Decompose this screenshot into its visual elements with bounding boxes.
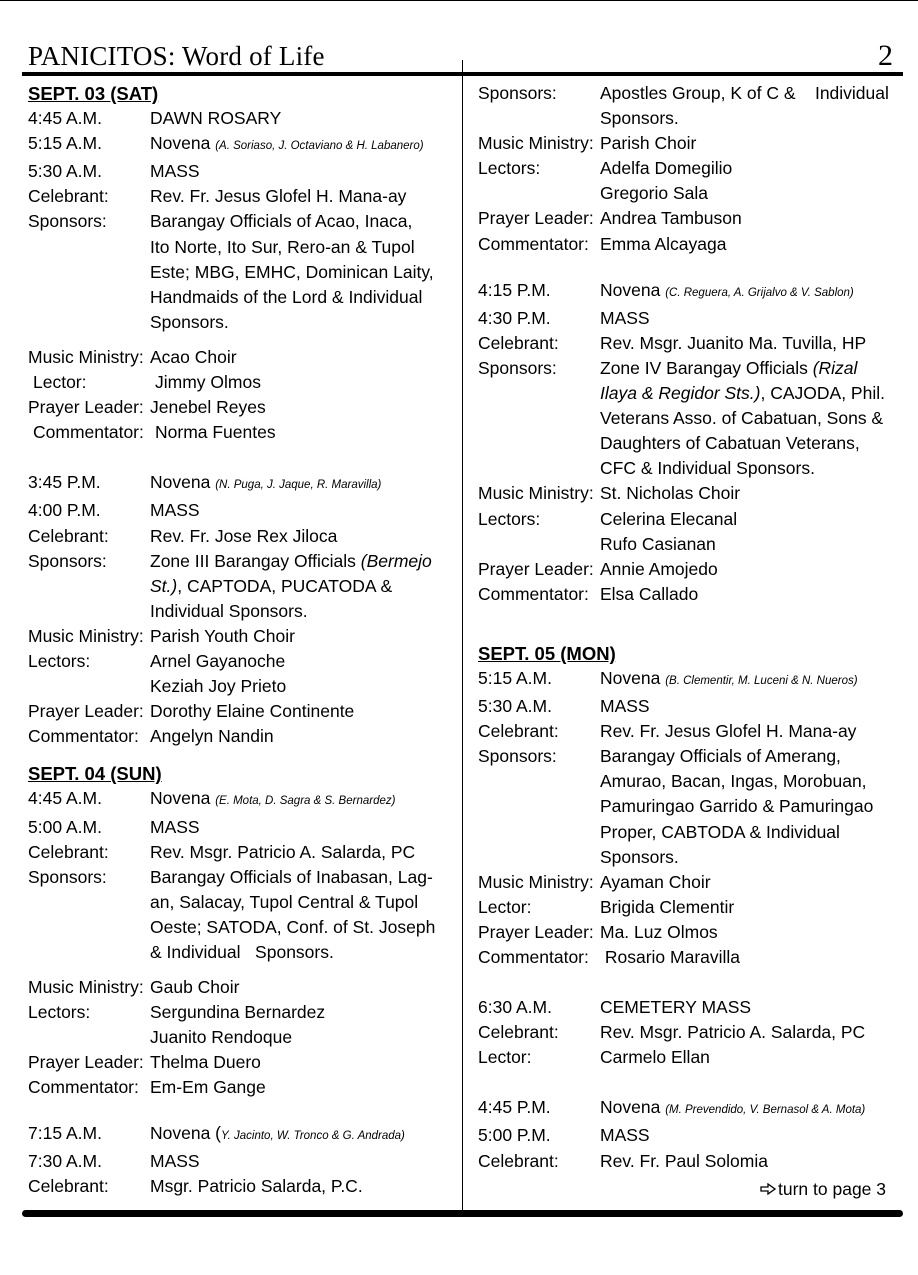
celebrant-row: Celebrant: Rev. Fr. Paul Solomia <box>478 1150 768 1171</box>
celebrant-row: Celebrant: Rev. Msgr. Patricio A. Salarda, PC <box>28 841 416 862</box>
footer-divider <box>22 1210 903 1217</box>
day-heading: SEPT. 04 (SUN) <box>28 763 162 785</box>
commentator-row: Commentator: Rosario Maravilla <box>478 947 741 967</box>
turn-page-note: turn to page 3 <box>760 1178 886 1200</box>
schedule-row: 5:30 A.M. MASS <box>478 696 650 717</box>
prayer-leader-row: Prayer Leader: Andrea Tambuson <box>478 208 742 229</box>
prayer-leader-row: Prayer Leader: Thelma Duero <box>28 1052 261 1073</box>
schedule-row: 4:30 P.M. MASS <box>478 307 650 328</box>
column-divider <box>462 60 463 1210</box>
schedule-row: 3:45 P.M. Novena (N. Puga, J. Jaque, R. Maravilla) <box>28 472 382 493</box>
celebrant-row: Celebrant: Rev. Fr. Jose Rex Jiloca <box>28 525 338 546</box>
sponsors-row: Sponsors: Barangay Officials of Amerang, Amurao, Bacan, Ingas, Morobuan, Pamuringao Garrido & Pamuringao Proper, CABTODA & Individual Sponsors. <box>478 746 874 867</box>
commentator-row: Commentator: Angelyn Nandin <box>28 726 274 747</box>
celebrant-row: Celebrant: Rev. Fr. Jesus Glofel H. Mana-ay <box>478 721 857 742</box>
lectors-row: Lectors: Arnel Gayanoche Keziah Joy Prieto <box>28 650 287 697</box>
schedule-row: 5:15 A.M. Novena (A. Soriaso, J. Octaviano & H. Labanero) <box>28 133 424 154</box>
music-row: Music Ministry: Parish Choir <box>478 133 697 154</box>
music-row: Music Ministry: Parish Youth Choir <box>28 625 295 646</box>
sponsors-row: Sponsors: Barangay Officials of Acao, Inaca, Ito Norte, Ito Sur, Rero-an & Tupol Este; MBG, EMHC, Dominican Laity, Handmaids of the Lord & Individual Sponsors. <box>28 211 434 332</box>
right-arrow-outline-icon <box>760 1178 778 1200</box>
sponsors-row: Sponsors: Barangay Officials of Inabasan, Lag- an, Salacay, Tupol Central & Tupol Oeste; SATODA, Conf. of St. Joseph & Individual Sponsors. <box>28 866 436 962</box>
celebrant-row: Celebrant: Rev. Fr. Jesus Glofel H. Mana-ay <box>28 186 407 207</box>
celebrant-row: Celebrant: Rev. Msgr. Juanito Ma. Tuvilla, HP <box>478 332 867 353</box>
music-row: Music Ministry: Gaub Choir <box>28 977 240 998</box>
novena-names: (B. Clementir, M. Luceni & N. Nueros) <box>665 674 858 687</box>
celebrant-row: Celebrant: Msgr. Patricio Salarda, P.C. <box>28 1175 363 1196</box>
schedule-row: 6:30 A.M. CEMETERY MASS <box>478 997 752 1018</box>
novena-names: (A. Soriaso, J. Octaviano & H. Labanero) <box>215 140 424 153</box>
schedule-row: 7:30 A.M. MASS <box>28 1150 200 1171</box>
schedule-row: 5:15 A.M. Novena (B. Clementir, M. Luceni & N. Nueros) <box>478 667 858 688</box>
newsletter-title: PANICITOS: Word of Life <box>28 41 325 71</box>
schedule-row: 7:15 A.M. Novena (Y. Jacinto, W. Tronco & G. Andrada) <box>28 1122 405 1143</box>
music-row: Music Ministry: St. Nicholas Choir <box>478 483 741 504</box>
prayer-leader-row: Prayer Leader: Annie Amojedo <box>478 558 718 579</box>
novena-names: (N. Puga, J. Jaque, R. Maravilla) <box>215 479 382 492</box>
lector-row: Lector: Jimmy Olmos <box>33 372 261 393</box>
left-column <box>28 81 453 1199</box>
day-heading: SEPT. 05 (MON) <box>478 642 616 664</box>
lectors-row: Lectors: Sergundina Bernardez Juanito Rendoque <box>28 1002 326 1048</box>
novena-names: (M. Prevendido, V. Bernasol & A. Mota) <box>665 1104 866 1117</box>
lector-row: Lector: Carmelo Ellan <box>478 1047 710 1068</box>
right-column <box>478 81 898 1174</box>
prayer-leader-row: Prayer Leader: Jenebel Reyes <box>28 397 266 418</box>
sponsors-row: Sponsors: Zone IV Barangay Officials (Rizal Ilaya & Regidor Sts.), CAJODA, Phil. Veterans Asso. of Cabatuan, Sons & Daughters of Cabatuan Veterans, CFC & Individual Sponsors. <box>478 357 885 479</box>
music-row: Music Ministry: Ayaman Choir <box>478 871 711 892</box>
novena-names: (C. Reguera, A. Grijalvo & V. Sablon) <box>665 286 854 299</box>
lectors-row: Lectors: Celerina Elecanal Rufo Casianan <box>478 508 738 554</box>
prayer-leader-row: Prayer Leader: Dorothy Elaine Continente <box>28 701 355 722</box>
schedule-row: 4:45 A.M. DAWN ROSARY <box>28 108 282 129</box>
lector-row: Lector: Brigida Clementir <box>478 896 735 917</box>
novena-names: (E. Mota, D. Sagra & S. Bernardez) <box>215 795 396 808</box>
day-heading: SEPT. 03 (SAT) <box>28 83 159 104</box>
prayer-leader-row: Prayer Leader: Ma. Luz Olmos <box>478 921 718 942</box>
schedule-row: 4:00 P.M. MASS <box>28 500 200 521</box>
commentator-row: Commentator: Norma Fuentes <box>33 422 276 443</box>
music-row: Music Ministry: Acao Choir <box>28 346 237 367</box>
sponsors-row: Sponsors: Apostles Group, K of C & Individual Sponsors. <box>478 83 889 129</box>
schedule-row: 4:15 P.M. Novena (C. Reguera, A. Grijalvo & V. Sablon) <box>478 279 854 300</box>
schedule-row: 5:30 A.M. MASS <box>28 161 200 182</box>
commentator-row: Commentator: Em-Em Gange <box>28 1077 266 1098</box>
commentator-row: Commentator: Elsa Callado <box>478 583 699 604</box>
schedule-row: 4:45 A.M. Novena (E. Mota, D. Sagra & S. Bernardez) <box>28 788 396 809</box>
lectors-row: Lectors: Adelfa Domegilio Gregorio Sala <box>478 158 733 204</box>
page-number: 2 <box>878 39 893 72</box>
sponsors-row: Sponsors: Zone III Barangay Officials (Bermejo St.), CAPTODA, PUCATODA & Individual Sponsors. <box>28 550 432 621</box>
schedule-row: 5:00 A.M. MASS <box>28 816 200 837</box>
schedule-row: 5:00 P.M. MASS <box>478 1125 650 1146</box>
novena-names: Y. Jacinto, W. Tronco & G. Andrada) <box>221 1129 405 1142</box>
top-border <box>0 0 918 1</box>
schedule-row: 4:45 P.M. Novena (M. Prevendido, V. Bernasol & A. Mota) <box>478 1097 866 1118</box>
commentator-row: Commentator: Emma Alcayaga <box>478 233 727 254</box>
celebrant-row: Celebrant: Rev. Msgr. Patricio A. Salarda, PC <box>478 1022 866 1043</box>
